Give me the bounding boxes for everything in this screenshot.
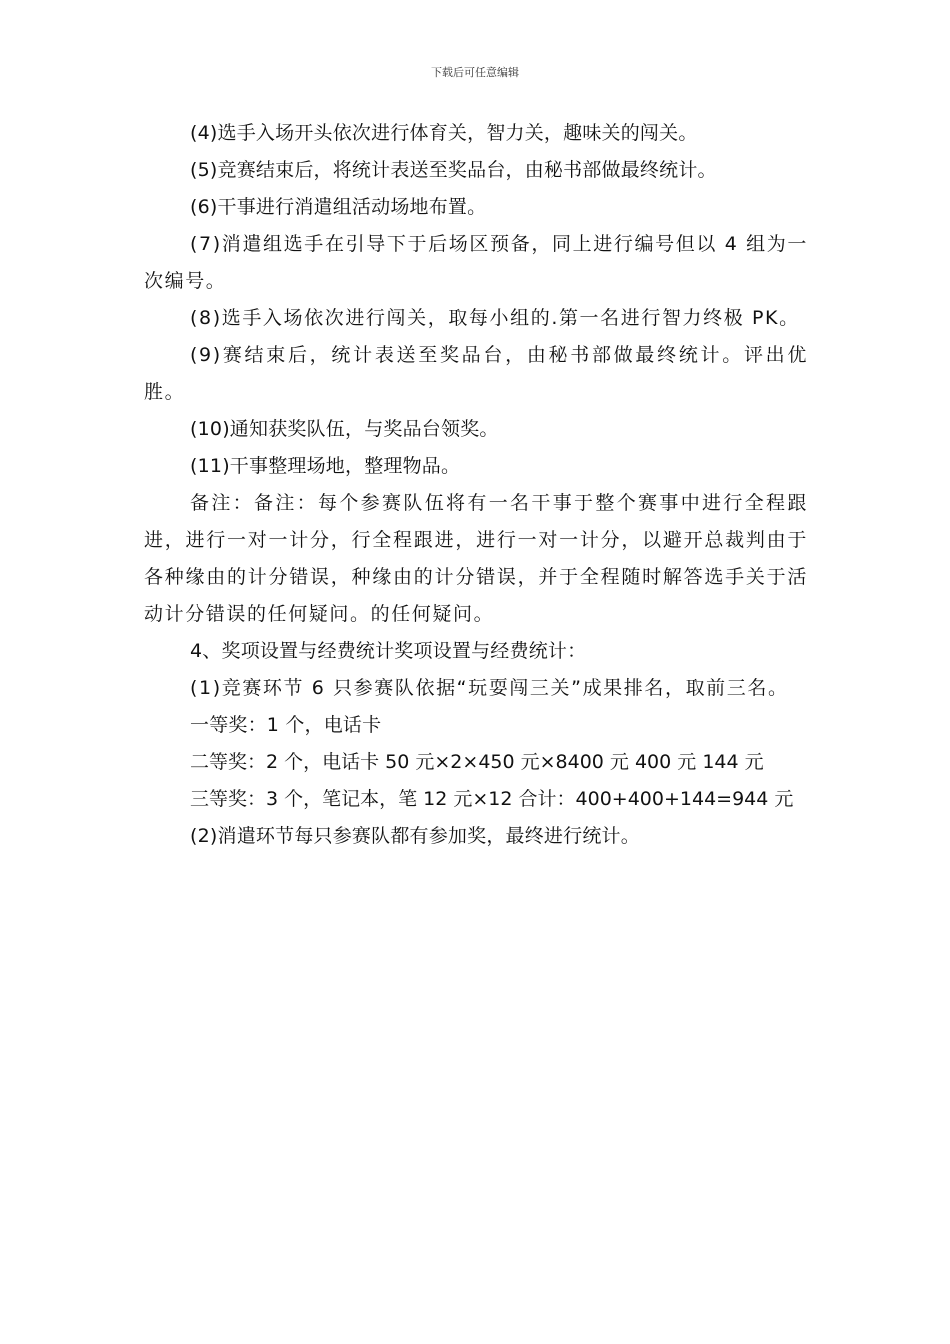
paragraph-awards-ranking: (1)竞赛环节 6 只参赛队依据“玩耍闯三关”成果排名，取前三名。 xyxy=(190,677,789,699)
document-body xyxy=(144,115,808,855)
paragraph-note: 备注：备注：每个参赛队伍将有一名干事于整个赛事中进行全程跟进，进行一对一计分，行全程跟进，进行一对一计分，以避开总裁判由于各种缘由的计分错误，种缘由的计分错误，并于全程随时解答选手关于活动计分错误的任何疑问。的任何疑问。 xyxy=(144,492,808,625)
paragraph-step-11: (11)干事整理场地，整理物品。 xyxy=(190,455,461,477)
paragraph-step-8: (8)选手入场依次进行闯关，取每小组的.第一名进行智力终极 PK。 xyxy=(190,307,800,329)
paragraph-step-10: (10)通知获奖队伍，与奖品台领奖。 xyxy=(190,418,499,440)
paragraph-awards-heading: 4、奖项设置与经费统计奖项设置与经费统计： xyxy=(190,640,587,662)
paragraph-step-6: (6)干事进行消遣组活动场地布置。 xyxy=(190,196,487,218)
paragraph-third-prize: 三等奖：3 个，笔记本，笔 12 元×12 合计：400+400+144=944 元 xyxy=(190,788,794,810)
paragraph-step-7: (7)消遣组选手在引导下于后场区预备，同上进行编号但以 4 组为一次编号。 xyxy=(144,233,808,292)
paragraph-participation-prize: (2)消遣环节每只参赛队都有参加奖，最终进行统计。 xyxy=(190,825,640,847)
paragraph-step-9: (9)赛结束后，统计表送至奖品台，由秘书部做最终统计。评出优胜。 xyxy=(144,344,808,403)
paragraph-step-4: (4)选手入场开头依次进行体育关，智力关，趣味关的闯关。 xyxy=(190,122,698,144)
paragraph-first-prize: 一等奖：1 个，电话卡 xyxy=(190,714,382,736)
page-header: 下载后可任意编辑 xyxy=(431,66,519,79)
paragraph-second-prize: 二等奖：2 个，电话卡 50 元×2×450 元×8400 元 400 元 144 元 xyxy=(190,751,764,773)
paragraph-step-5: (5)竞赛结束后，将统计表送至奖品台，由秘书部做最终统计。 xyxy=(190,159,717,181)
